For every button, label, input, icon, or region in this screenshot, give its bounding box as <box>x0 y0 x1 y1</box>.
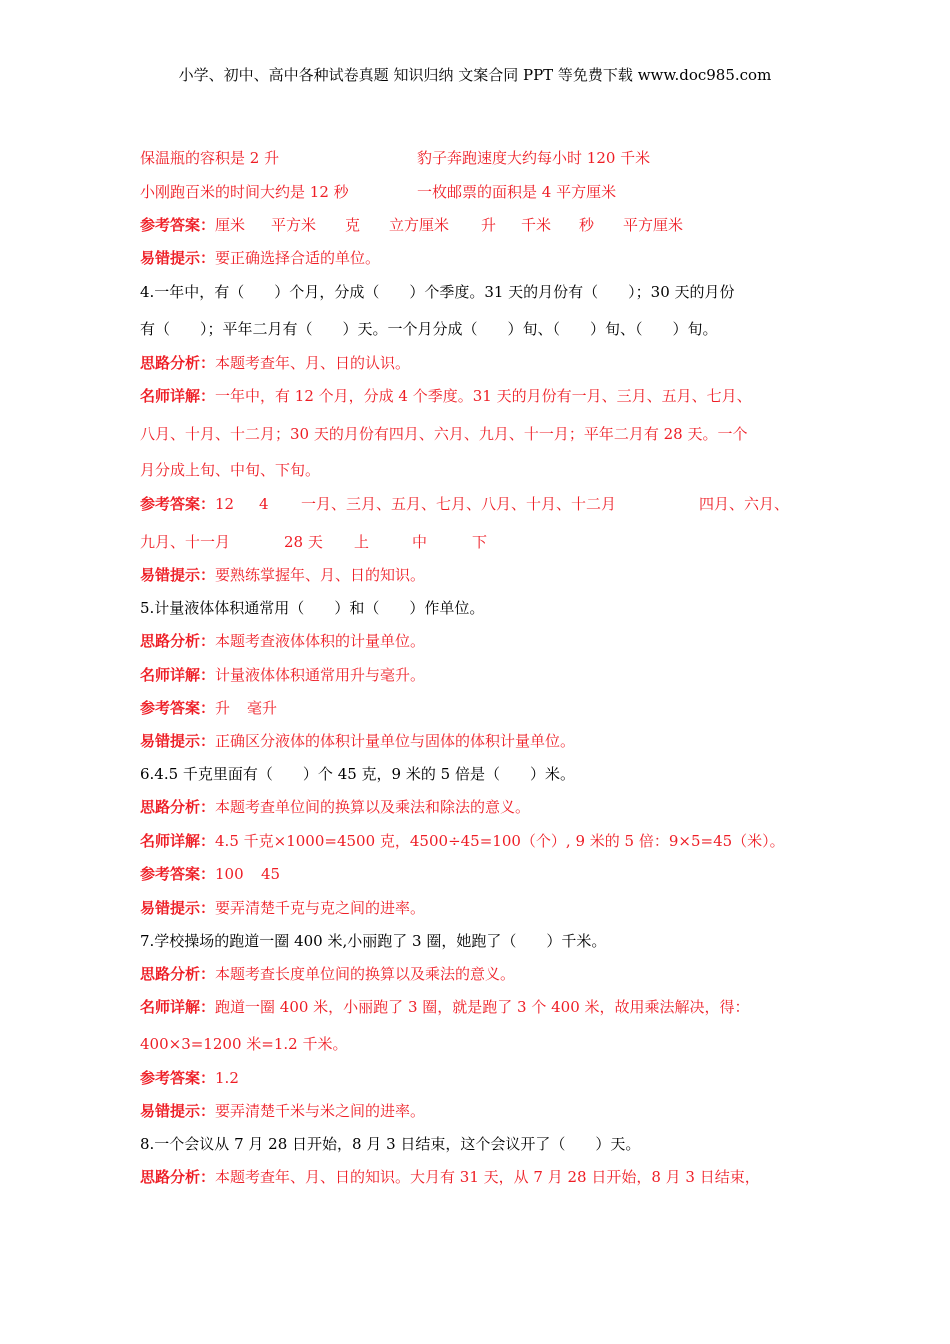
q3-answer-item: 千米 <box>521 216 552 234</box>
q6-tip: 要弄清楚千克与克之间的进率。 <box>215 899 426 917</box>
q5-analysis: 本题考查液体体积的计量单位。 <box>215 632 426 650</box>
q7-tip-line <box>140 1101 425 1121</box>
q3-answer-item: 升 <box>481 216 497 234</box>
option-a: 保温瓶的容积是 2 升 <box>140 149 280 167</box>
q5-detail-line <box>140 665 425 685</box>
q4-answer-item: 上 <box>354 533 370 551</box>
option-c: 小刚跑百米的时间大约是 12 秒 <box>140 183 349 201</box>
q3-tip-line <box>140 248 380 268</box>
q4-answer-item: 28 天 <box>284 533 323 551</box>
q7-detail-1: 跑道一圈 400 米，小丽跑了 3 圈，就是跑了 3 个 400 米，故用乘法解决，得： <box>215 998 750 1016</box>
q3-answer-item: 平方米 <box>271 216 317 234</box>
q5-tip: 正确区分液体的体积计量单位与固体的体积计量单位。 <box>215 732 576 750</box>
q8-analysis: 本题考查年、月、日的知识。大月有 31 天，从 7 月 28 日开始，8 月 3 日结束， <box>215 1168 760 1186</box>
q4-analysis-line <box>140 353 410 373</box>
q7-question-line: 7.学校操场的跑道一圈 400 米,小丽跑了 3 圈，她跑了（ ）千米。 <box>140 932 607 950</box>
q3-answer-item: 立方厘米 <box>389 216 450 234</box>
q6-answer-item: 45 <box>261 865 281 883</box>
tip-label: 易错提示： <box>140 732 216 750</box>
q7-detail-line-2: 400×3=1200 米=1.2 千米。 <box>140 1035 348 1053</box>
q5-analysis-line <box>140 631 425 651</box>
page-header: 小学、初中、高中各种试卷真题 知识归纳 文案合同 PPT 等免费下载 www.doc985.com <box>178 66 772 84</box>
detail-label: 名师详解： <box>140 666 216 684</box>
q3-answer-item: 克 <box>345 216 361 234</box>
q4-question-line-2: 有（ ）；平年二月有（ ）天。一个月分成（ ）旬、（ ）旬、（ ）旬。 <box>140 320 718 338</box>
analysis-label: 思路分析： <box>140 798 216 816</box>
option-b: 豹子奔跑速度大约每小时 120 千米 <box>417 149 651 167</box>
q3-answer-item: 平方厘米 <box>623 216 684 234</box>
answer-label: 参考答案： <box>140 1069 216 1087</box>
q4-detail-line-3: 月分成上旬、中旬、下旬。 <box>140 461 321 479</box>
tip-label: 易错提示： <box>140 249 216 267</box>
q4-answer-item: 中 <box>412 533 428 551</box>
q3-answer-item: 厘米 <box>215 216 246 234</box>
q3-answer-item: 秒 <box>579 216 595 234</box>
q4-detail-1: 一年中，有 12 个月，分成 4 个季度。31 天的月份有一月、三月、五月、七月、 <box>215 387 752 405</box>
detail-label: 名师详解： <box>140 832 216 850</box>
analysis-label: 思路分析： <box>140 965 216 983</box>
q4-answer-item: 下 <box>472 533 488 551</box>
answer-label: 参考答案： <box>140 216 216 234</box>
q6-detail-line <box>140 831 785 851</box>
q4-answer-item: 一月、三月、五月、七月、八月、十月、十二月 <box>301 495 617 513</box>
q6-detail: 4.5 千克×1000=4500 克，4500÷45=100（个）, 9 米的 5 倍：9×5=45（米）。 <box>215 832 785 850</box>
q7-answer-line <box>140 1068 239 1088</box>
answer-label: 参考答案： <box>140 865 216 883</box>
q4-tip-line <box>140 565 425 585</box>
q6-answer-item: 100 <box>215 865 244 883</box>
q7-tip: 要弄清楚千米与米之间的进率。 <box>215 1102 426 1120</box>
q6-question-line: 6.4.5 千克里面有（ ）个 45 克，9 米的 5 倍是（ ）米。 <box>140 765 575 783</box>
analysis-label: 思路分析： <box>140 1168 216 1186</box>
q4-answer-line-2 <box>140 532 487 552</box>
q5-tip-line <box>140 731 575 751</box>
q4-answer-item: 12 <box>215 495 235 513</box>
q3-answer-line <box>140 215 683 235</box>
q4-tip: 要熟练掌握年、月、日的知识。 <box>215 566 426 584</box>
answer-label: 参考答案： <box>140 495 216 513</box>
analysis-label: 思路分析： <box>140 354 216 372</box>
tip-label: 易错提示： <box>140 899 216 917</box>
answer-label: 参考答案： <box>140 699 216 717</box>
q5-answer-line <box>140 698 277 718</box>
q6-tip-line <box>140 898 425 918</box>
q4-answer-item: 四月、六月、 <box>699 495 790 513</box>
q7-analysis-line <box>140 964 515 984</box>
detail-label: 名师详解： <box>140 387 216 405</box>
q4-detail-line-1 <box>140 386 752 406</box>
q6-analysis: 本题考查单位间的换算以及乘法和除法的意义。 <box>215 798 531 816</box>
option-d: 一枚邮票的面积是 4 平方厘米 <box>417 183 617 201</box>
q8-question-line: 8.一个会议从 7 月 28 日开始，8 月 3 日结束，这个会议开了（ ）天。 <box>140 1135 641 1153</box>
q7-answer: 1.2 <box>215 1069 239 1087</box>
q4-question-line-1: 4.一年中，有（ ）个月，分成（ ）个季度。31 天的月份有（ ）；30 天的月份 <box>140 283 735 301</box>
q6-answer-line <box>140 864 280 884</box>
detail-label: 名师详解： <box>140 998 216 1016</box>
q4-answer-item: 4 <box>259 495 269 513</box>
tip-label: 易错提示： <box>140 1102 216 1120</box>
analysis-label: 思路分析： <box>140 632 216 650</box>
q5-answer-item: 毫升 <box>247 699 278 717</box>
q4-analysis: 本题考查年、月、日的认识。 <box>215 354 411 372</box>
q3-tip: 要正确选择合适的单位。 <box>215 249 381 267</box>
q4-answer-item: 九月、十一月 <box>140 533 231 551</box>
q4-detail-line-2: 八月、十月、十二月；30 天的月份有四月、六月、九月、十一月；平年二月有 28 天。一个 <box>140 425 748 443</box>
q8-analysis-line <box>140 1167 760 1187</box>
q7-analysis: 本题考查长度单位间的换算以及乘法的意义。 <box>215 965 516 983</box>
q7-detail-line-1 <box>140 997 750 1017</box>
q4-answer-line-1 <box>140 494 789 514</box>
q5-question-line: 5.计量液体体积通常用（ ）和（ ）作单位。 <box>140 599 485 617</box>
q5-detail: 计量液体体积通常用升与毫升。 <box>215 666 426 684</box>
q5-answer-item: 升 <box>215 699 231 717</box>
q6-analysis-line <box>140 797 530 817</box>
tip-label: 易错提示： <box>140 566 216 584</box>
